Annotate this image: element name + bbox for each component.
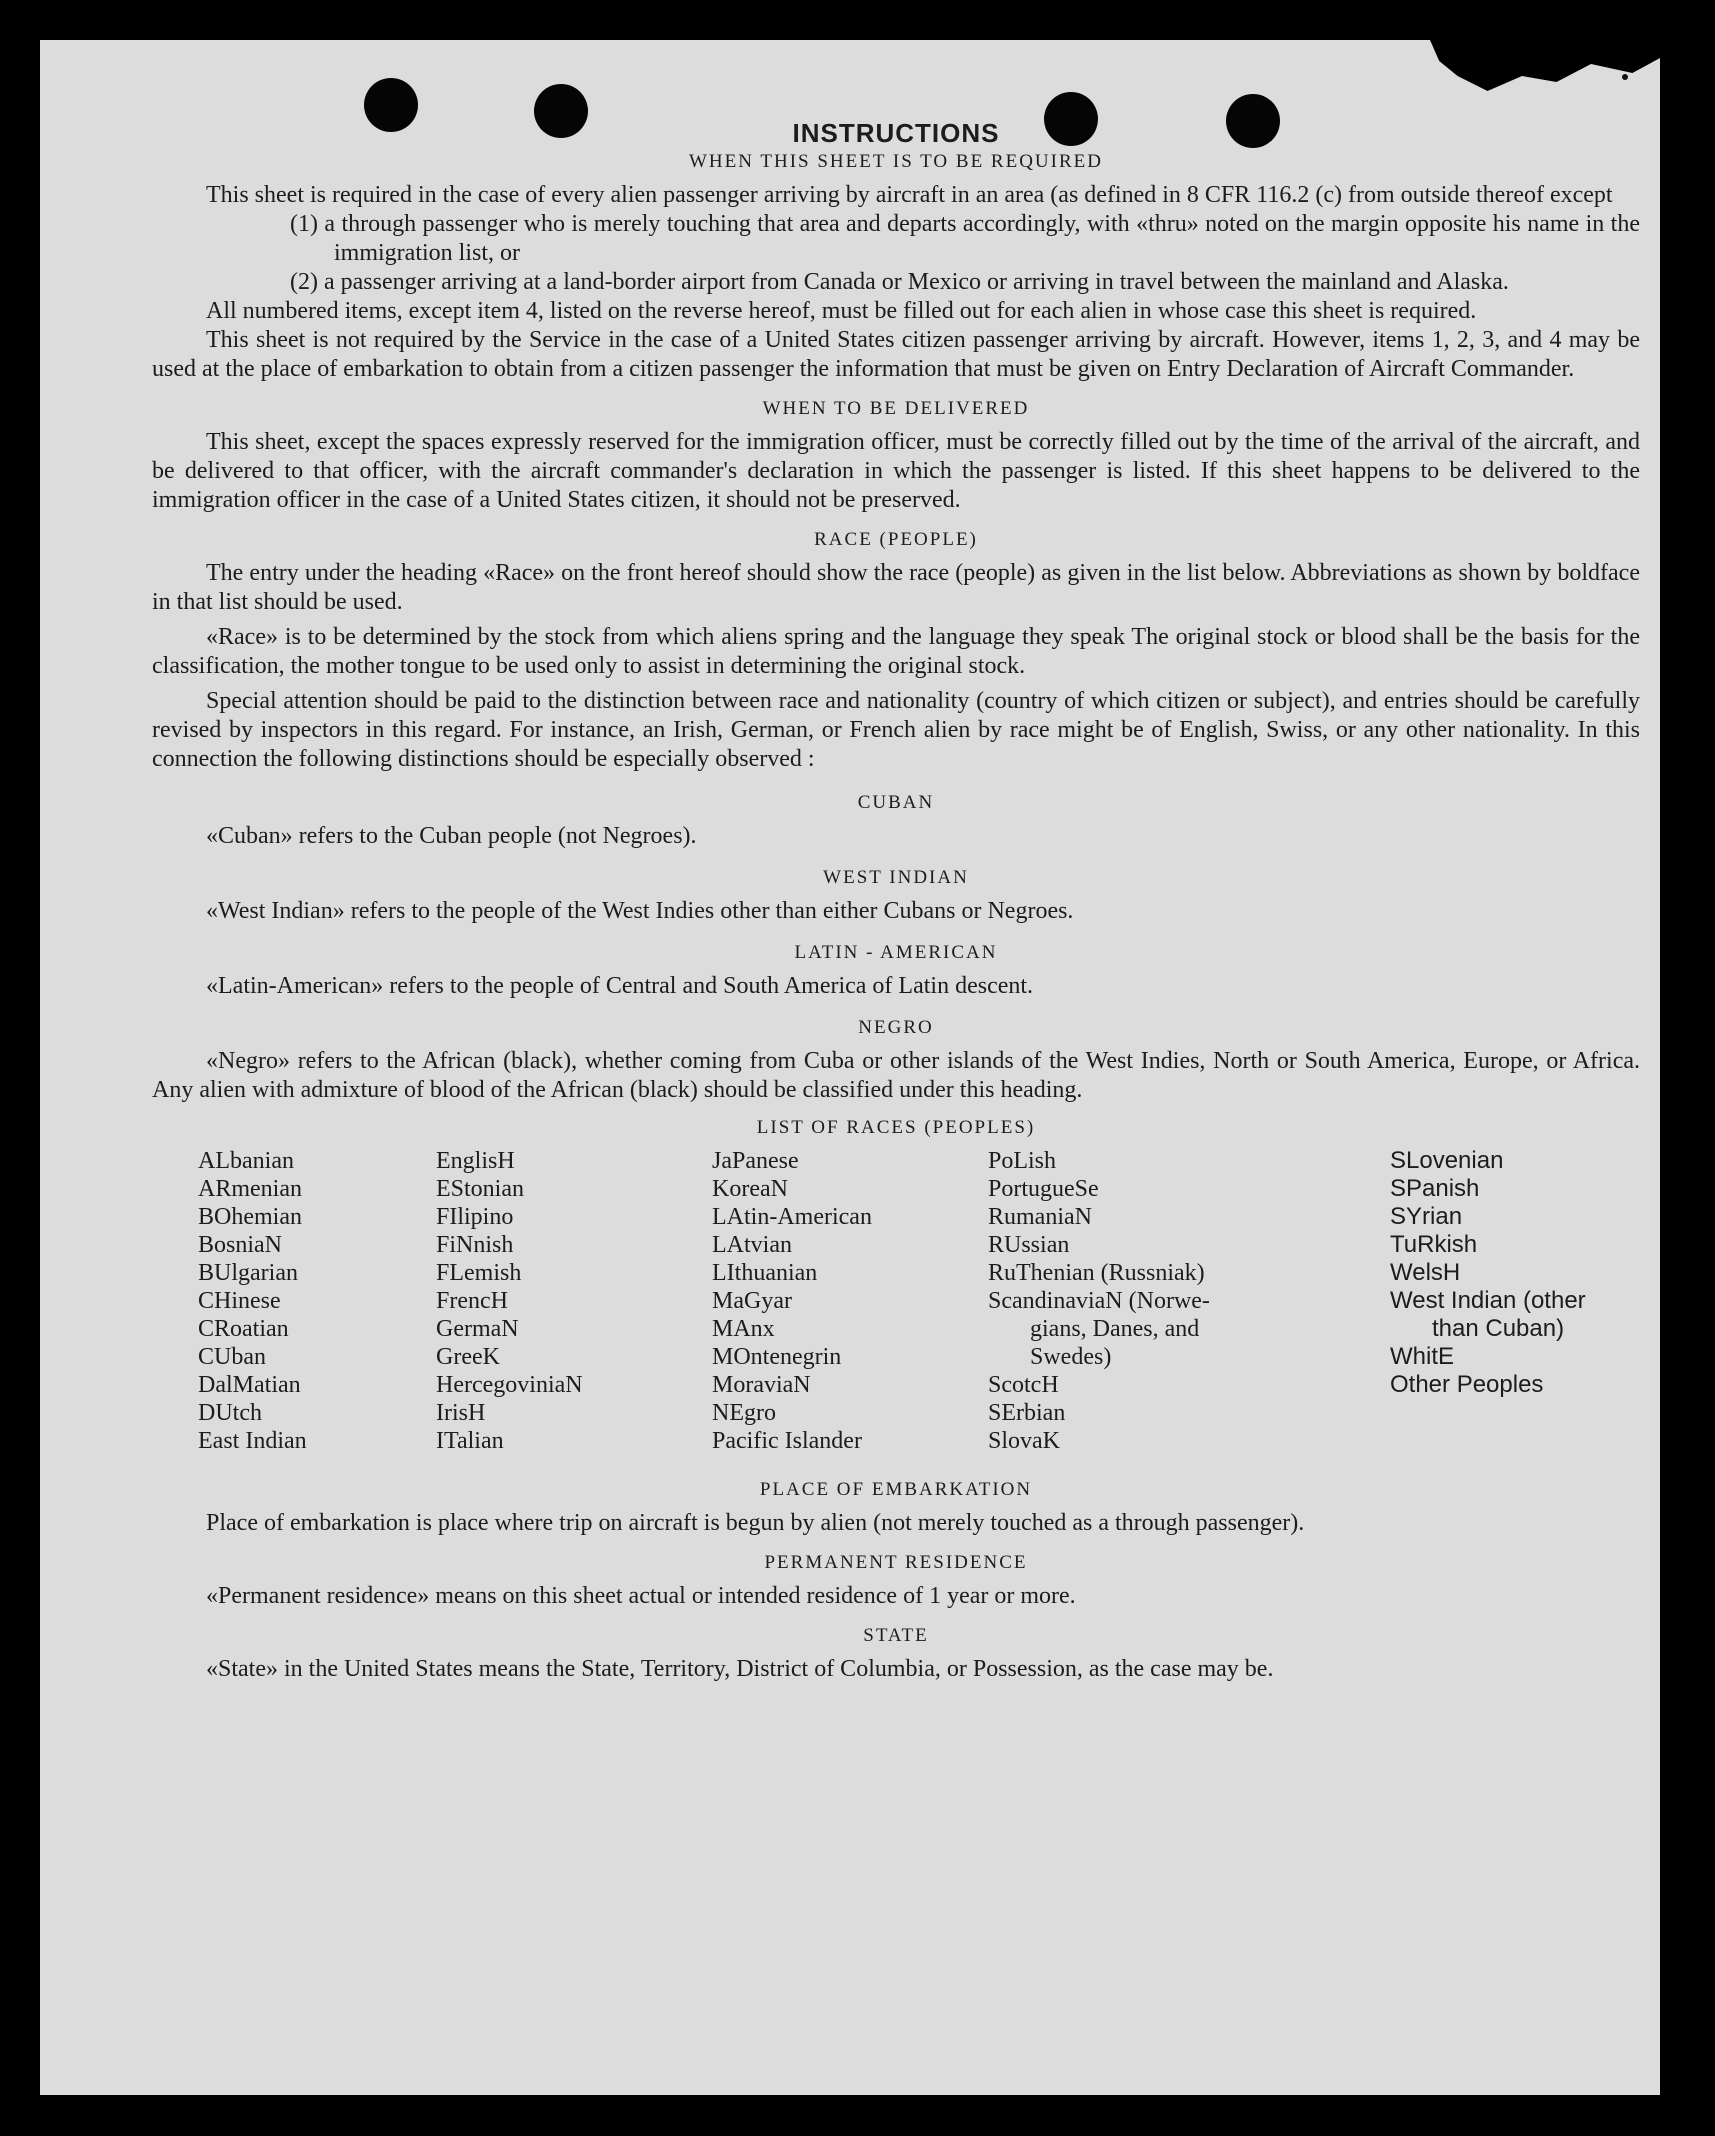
race-item: PortugueSe	[988, 1176, 1099, 1202]
race-item: SErbian	[988, 1400, 1066, 1426]
paragraph: «Latin-American» refers to the people of Central and South America of Latin descent.	[206, 973, 1034, 999]
race-item: West Indian (other	[1390, 1287, 1586, 1314]
torn-corner	[1430, 40, 1660, 100]
race-item: East Indian	[198, 1428, 307, 1454]
race-item: HercegovinіaN	[436, 1372, 583, 1398]
race-item: ALbanian	[198, 1148, 294, 1174]
race-item: DalMatian	[198, 1372, 301, 1398]
race-item: LAtvian	[712, 1232, 792, 1258]
race-item: RuThenian (Russniak)	[988, 1260, 1205, 1286]
paragraph: «Race» is to be determined by the stock from which aliens spring and the language they speak The original stock or blood shall be the basis for the classification, the mother tongue to be used only to assist in determining the original stock.	[152, 624, 1640, 679]
race-item: KoreaN	[712, 1176, 788, 1202]
section-heading: WHEN THIS SHEET IS TO BE REQUIRED	[689, 151, 1103, 172]
race-item: ScotcH	[988, 1372, 1059, 1398]
section-heading: CUBAN	[857, 792, 935, 813]
race-item: SYrian	[1390, 1203, 1463, 1230]
race-item: NEgro	[712, 1400, 776, 1426]
paragraph: This sheet is not required by the Service in the case of a United States citizen passenger arriving by aircraft. However, items 1, 2, 3, and 4 may be used at the place of embarkation to obtain from a citizen passenger the information that must be given on Entry Declaration of Aircraft Commander.	[152, 327, 1640, 382]
race-item: SPanish	[1390, 1175, 1480, 1202]
paragraph: This sheet, except the spaces expressly reserved for the immigration officer, must be correctly filled out by the time of the arrival of the aircraft, and be delivered to that officer, with the aircraft commander's declaration in which the passenger is listed. If this sheet happens to be delivered to the immigration officer in the case of a United States citizen, it should not be preserved.	[152, 429, 1640, 513]
paragraph: «Permanent residence» means on this sheet actual or intended residence of 1 year or more.	[206, 1583, 1076, 1609]
section-heading: LATIN - AMERICAN	[794, 942, 998, 963]
race-item: WelsH	[1390, 1259, 1461, 1286]
race-item: ARmenian	[198, 1176, 302, 1202]
list-item: (2) a passenger arriving at a land-border airport from Canada or Mexico or arriving in travel between the mainland and Alaska.	[290, 269, 1509, 295]
race-item: PoLish	[988, 1148, 1057, 1174]
paragraph: «Negro» refers to the African (black), whether coming from Cuba or other islands of the West Indies, North or South America, Europe, or Africa. Any alien with admixture of blood of the African (black) should be classified under this heading.	[152, 1048, 1640, 1103]
section-heading: WHEN TO BE DELIVERED	[762, 398, 1030, 419]
race-item: LAtin-American	[712, 1204, 872, 1230]
race-item: WhitE	[1390, 1343, 1455, 1370]
race-item: SLovenian	[1390, 1147, 1504, 1174]
race-item: FrencH	[436, 1288, 508, 1314]
race-item: RumaniaN	[988, 1204, 1092, 1230]
paragraph: All numbered items, except item 4, listed on the reverse hereof, must be filled out for each alien in whose case this sheet is required.	[206, 298, 1477, 324]
race-item: GreeK	[436, 1344, 500, 1370]
race-column	[436, 1147, 583, 1455]
paragraph: Special attention should be paid to the distinction between race and nationality (country of which citizen or subject), and entries should be carefully revised by inspectors in this regard. For instance, an Irish, German, or French alien by race might be of English, Swiss, or any other nationality. In this connection the following distinctions should be especially observed :	[152, 688, 1640, 772]
race-item: than Cuban)	[1432, 1315, 1565, 1342]
race-item: EStonian	[436, 1176, 524, 1202]
race-item: Swedes)	[1030, 1344, 1112, 1370]
race-item: JaPanese	[712, 1148, 799, 1174]
race-item: EnglisH	[436, 1148, 515, 1174]
race-column	[712, 1147, 872, 1455]
race-item: Other Peoples	[1390, 1371, 1544, 1398]
race-item: GermaN	[436, 1316, 519, 1342]
paragraph: The entry under the heading «Race» on the front hereof should show the race (people) as given in the list below. Abbreviations as shown by boldface in that list should be used.	[152, 560, 1640, 615]
race-item: Pacific Islander	[712, 1428, 862, 1454]
race-item: CHinese	[198, 1288, 281, 1314]
race-column	[198, 1147, 307, 1455]
race-item: IrisH	[436, 1400, 486, 1426]
race-column	[988, 1147, 1210, 1455]
race-item: RUssian	[988, 1232, 1070, 1258]
paragraph: Place of embarkation is place where trip on aircraft is begun by alien (not merely touched as a through passenger).	[206, 1510, 1305, 1536]
document-sheet	[40, 40, 1660, 2095]
race-item: CUban	[198, 1344, 266, 1370]
race-item: MoraviaN	[712, 1372, 811, 1398]
list-item: (1) a through passenger who is merely touching that area and departs accordingly, with «thru» noted on the margin opposite his name in the immigration list, or	[290, 211, 1640, 266]
section-heading: WEST INDIAN	[823, 867, 969, 888]
paragraph: «State» in the United States means the State, Territory, District of Columbia, or Possession, as the case may be.	[206, 1656, 1274, 1682]
section-heading: PERMANENT RESIDENCE	[764, 1552, 1028, 1573]
race-list	[152, 1147, 1640, 1477]
section-heading: RACE (PEOPLE)	[814, 529, 978, 550]
race-item: BUlgarian	[198, 1260, 298, 1286]
race-item: MOntenegrin	[712, 1344, 842, 1370]
race-column	[1390, 1147, 1586, 1399]
paragraph: «Cuban» refers to the Cuban people (not Negroes).	[206, 823, 697, 849]
speck	[1622, 74, 1628, 80]
race-item: FIlipino	[436, 1204, 514, 1230]
race-item: gians, Danes, and	[1030, 1316, 1200, 1342]
race-item: ITalian	[436, 1428, 504, 1454]
race-item: TuRkish	[1390, 1231, 1478, 1258]
page-content	[152, 118, 1640, 1684]
race-item: LIthuanian	[712, 1260, 818, 1286]
section-heading: LIST OF RACES (PEOPLES)	[756, 1117, 1036, 1138]
race-item: MAnx	[712, 1316, 775, 1342]
race-item: BOhemian	[198, 1204, 302, 1230]
race-item: FLemish	[436, 1260, 522, 1286]
race-item: MaGyar	[712, 1288, 792, 1314]
race-item: CRoatian	[198, 1316, 289, 1342]
race-item: BosniaN	[198, 1232, 282, 1258]
race-item: DUtch	[198, 1400, 262, 1426]
page-title: INSTRUCTIONS	[792, 118, 1000, 148]
race-item: ScandinaviaN (Norwe-	[988, 1288, 1210, 1314]
section-heading: PLACE OF EMBARKATION	[759, 1479, 1033, 1500]
section-heading: STATE	[863, 1625, 929, 1646]
paragraph: «West Indian» refers to the people of the West Indies other than either Cubans or Negroes.	[206, 898, 1074, 924]
race-item: SlovaK	[988, 1428, 1060, 1454]
race-item: FiNnish	[436, 1232, 514, 1258]
section-heading: NEGRO	[858, 1017, 934, 1038]
paragraph: This sheet is required in the case of every alien passenger arriving by aircraft in an area (as defined in 8 CFR 116.2 (c) from outside thereof except	[206, 182, 1613, 208]
